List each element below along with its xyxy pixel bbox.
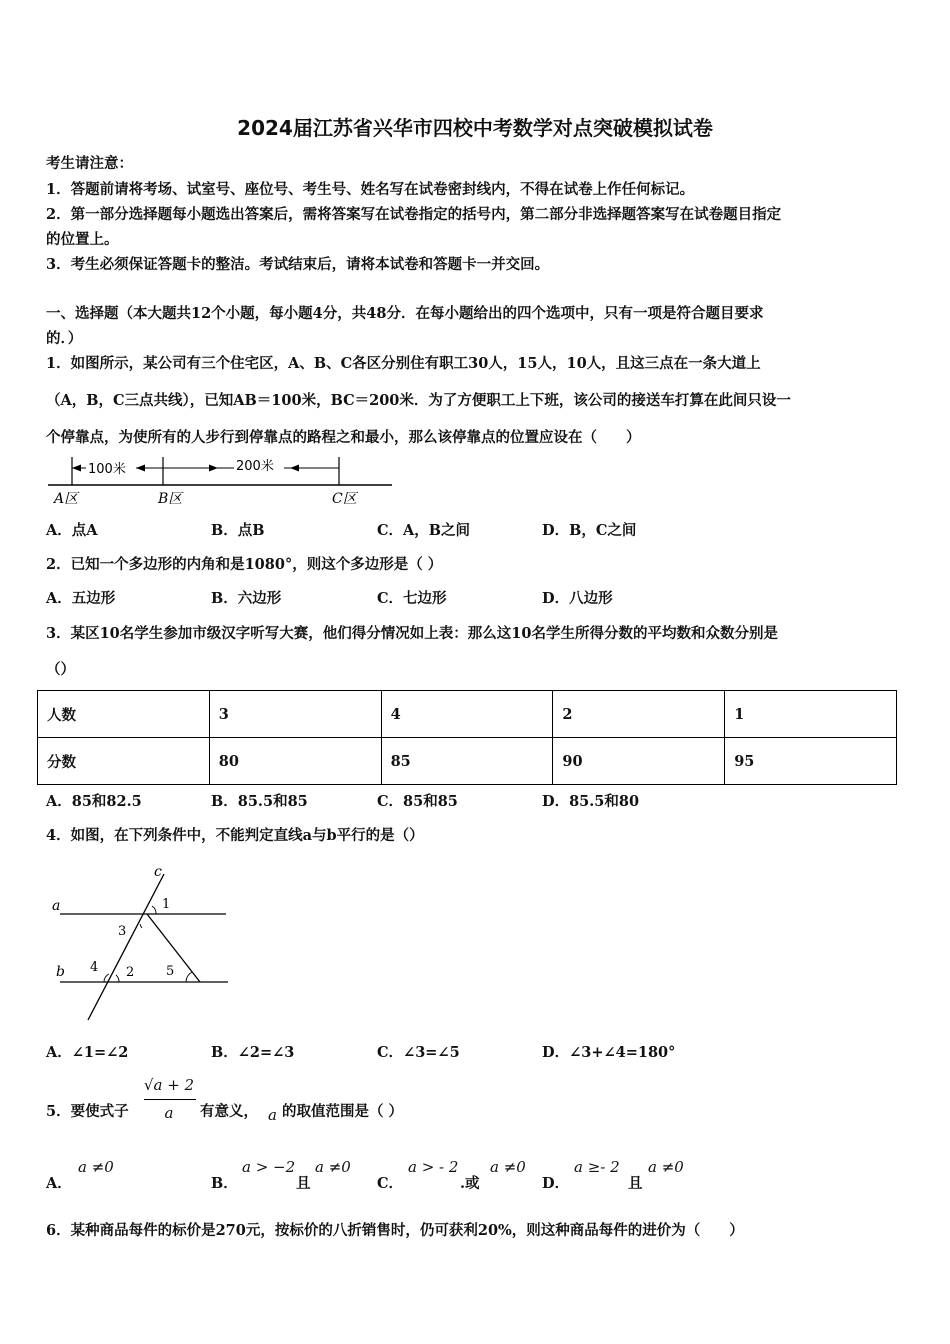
q5-expr-numerator: √a + 2 bbox=[143, 1076, 195, 1094]
page-title: 2024届江苏省兴华市四校中考数学对点突破模拟试卷 bbox=[237, 116, 713, 140]
table-cell: 人数 bbox=[38, 691, 210, 738]
q3-stem: 3．某区10名学生参加市级汉字听写大赛，他们得分情况如上表：那么这10名学生所得分数的平均数和众数分别是 bbox=[46, 625, 778, 642]
q3-stem: （） bbox=[46, 661, 75, 678]
q5-option-c-label: C． bbox=[377, 1175, 404, 1192]
table-row bbox=[38, 738, 897, 785]
section-heading-cont: 的．） bbox=[46, 330, 83, 347]
q1-stem: （A，B，C三点共线），已知AB＝100米，BC＝200米．为了方便职工上下班，该公司的接送车打算在此间只设一 bbox=[46, 392, 791, 409]
section-heading: 一、选择题（本大题共12个小题，每小题4分，共48分．在每小题给出的四个选项中，只有一项是符合题目要求 bbox=[46, 305, 764, 322]
q2-option-a: A．五边形 bbox=[46, 590, 116, 607]
q4-option-c: C．∠3=∠5 bbox=[377, 1044, 460, 1061]
notice-item: 3．考生必须保证答题卡的整洁。考试结束后，请将本试卷和答题卡一并交回。 bbox=[46, 256, 550, 273]
q5-option-b-expr2: a ≠0 bbox=[315, 1158, 351, 1176]
table-cell: 85 bbox=[381, 738, 553, 785]
q4-angle-4: 4 bbox=[90, 960, 99, 975]
q5-option-c-expr2: a ≠0 bbox=[490, 1158, 526, 1176]
q4-option-b: B．∠2=∠3 bbox=[211, 1044, 295, 1061]
notice-item: 2．第一部分选择题每小题选出答案后，需将答案写在试卷指定的括号内，第二部分非选择题答案写在试卷题目指定 bbox=[46, 206, 782, 223]
q1-option-b: B．点B bbox=[211, 522, 265, 539]
q5-option-d-expr1: a ≥- 2 bbox=[574, 1158, 620, 1176]
q1-stem: 个停靠点，为使所有的人步行到停靠点的路程之和最小，那么该停靠点的位置应设在（ ） bbox=[46, 429, 641, 446]
table-cell: 95 bbox=[725, 738, 897, 785]
q4-label-a: a bbox=[52, 898, 61, 914]
q3-option-b: B．85.5和85 bbox=[211, 793, 308, 810]
q2-stem: 2．已知一个多边形的内角和是1080°，则这个多边形是（ ） bbox=[46, 556, 443, 573]
q1-label-ab: 100米 bbox=[88, 462, 126, 477]
q1-option-d: D．B，C之间 bbox=[542, 522, 637, 539]
table-cell: 4 bbox=[381, 691, 553, 738]
q5-option-c-expr1: a > - 2 bbox=[408, 1158, 459, 1176]
q4-stem: 4．如图，在下列条件中，不能判定直线a与b平行的是（） bbox=[46, 827, 424, 844]
q6-stem: 6．某种商品每件的标价是270元，按标价的八折销售时，仍可获利20%，则这种商品每件的进价为（ ） bbox=[46, 1222, 744, 1239]
q2-option-c: C．七边形 bbox=[377, 590, 447, 607]
table-cell: 90 bbox=[553, 738, 725, 785]
q4-angle-5: 5 bbox=[166, 964, 175, 979]
notice-heading: 考生请注意： bbox=[46, 155, 133, 172]
score-table bbox=[37, 690, 897, 785]
q3-option-c: C．85和85 bbox=[377, 793, 458, 810]
table-cell: 3 bbox=[209, 691, 381, 738]
q2-option-d: D．八边形 bbox=[542, 590, 613, 607]
q4-option-a: A．∠1=∠2 bbox=[46, 1044, 129, 1061]
q5-fraction-bar bbox=[144, 1099, 196, 1100]
q3-option-d: D．85.5和80 bbox=[542, 793, 640, 810]
q5-option-b-expr1: a > −2 bbox=[242, 1158, 296, 1176]
q5-stem-mid: 有意义， bbox=[200, 1103, 258, 1120]
q4-angle-3: 3 bbox=[118, 924, 127, 939]
q5-variable: a bbox=[268, 1106, 277, 1124]
q5-stem-after: 的取值范围是（ ） bbox=[282, 1103, 404, 1120]
q5-option-b-label: B． bbox=[211, 1175, 238, 1192]
q5-option-b-join: 且 bbox=[296, 1175, 311, 1192]
q1-label-bc: 200米 bbox=[236, 459, 274, 474]
table-cell: 2 bbox=[553, 691, 725, 738]
table-row bbox=[38, 691, 897, 738]
notice-item: 的位置上。 bbox=[46, 231, 119, 248]
q5-option-a-label: A． bbox=[46, 1175, 72, 1192]
q4-label-c: c bbox=[154, 864, 162, 880]
q4-label-b: b bbox=[56, 964, 65, 980]
q1-point-c: C区 bbox=[332, 491, 357, 507]
q4-option-d: D．∠3+∠4=180° bbox=[542, 1044, 676, 1061]
q5-expr-denominator: a bbox=[164, 1104, 174, 1122]
q1-option-c: C．A，B之间 bbox=[377, 522, 471, 539]
q1-stem: 1．如图所示，某公司有三个住宅区，A、B、C各区分别住有职工30人，15人，10人，且这三点在一条大道上 bbox=[46, 355, 761, 372]
q4-parallel-lines-figure bbox=[46, 858, 236, 1028]
table-cell: 分数 bbox=[38, 738, 210, 785]
table-cell: 1 bbox=[725, 691, 897, 738]
q1-point-a: A区 bbox=[54, 491, 79, 507]
q5-option-d-expr2: a ≠0 bbox=[648, 1158, 684, 1176]
q5-option-a-expr: a ≠0 bbox=[78, 1158, 114, 1176]
q5-option-d-join: 且 bbox=[628, 1175, 643, 1192]
q1-road-figure bbox=[44, 452, 399, 510]
notice-item: 1．答题前请将考场、试室号、座位号、考生号、姓名写在试卷密封线内，不得在试卷上作任何标记。 bbox=[46, 181, 695, 198]
q2-option-b: B．六边形 bbox=[211, 590, 282, 607]
q5-option-d-label: D． bbox=[542, 1175, 570, 1192]
q4-angle-1: 1 bbox=[162, 897, 171, 912]
q5-stem-before: 5．要使式子 bbox=[46, 1103, 129, 1120]
q3-option-a: A．85和82.5 bbox=[46, 793, 142, 810]
q1-option-a: A．点A bbox=[46, 522, 98, 539]
table-cell: 80 bbox=[209, 738, 381, 785]
q1-point-b: B区 bbox=[158, 491, 183, 507]
q4-angle-2: 2 bbox=[126, 965, 135, 980]
q5-option-c-join: .或 bbox=[460, 1175, 480, 1192]
